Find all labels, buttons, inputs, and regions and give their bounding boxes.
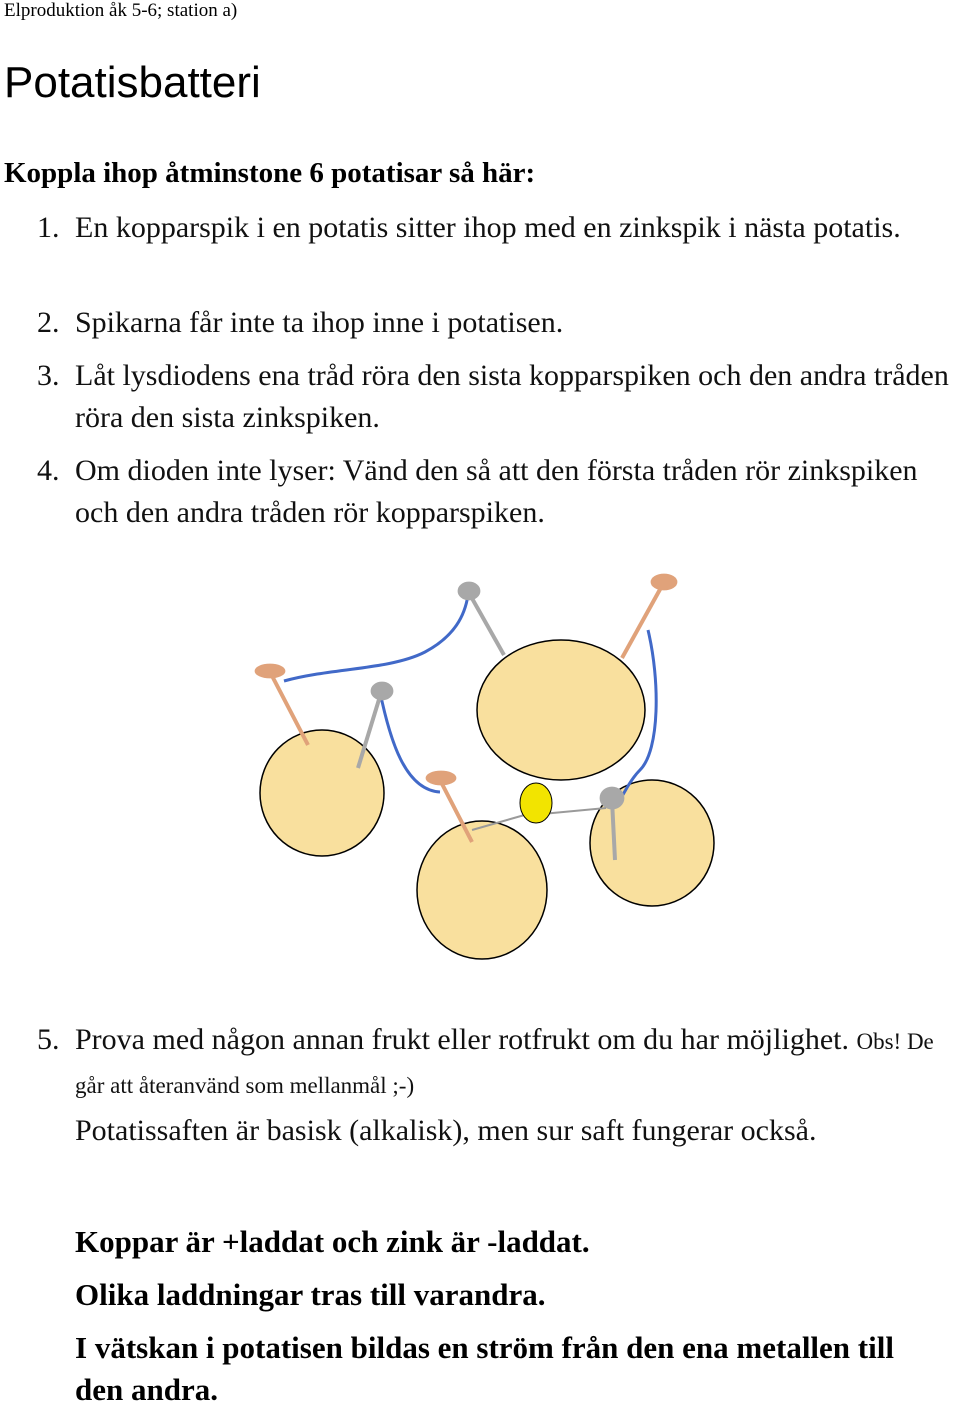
list-item-text xyxy=(75,1019,955,1107)
copper-nail-top-right xyxy=(622,574,677,658)
zinc-nail-top xyxy=(458,582,504,655)
list-item-main-text: Prova med någon annan frukt eller rotfrukt om du har möjlighet. xyxy=(75,1023,849,1056)
list-item-text: Spikarna får inte ta ihop inne i potatisen. xyxy=(75,306,564,339)
potato-battery-diagram xyxy=(240,560,740,970)
note-text: Potatissaften är basisk (alkalisk), men sur saft fungerar också. xyxy=(75,1114,817,1147)
list-item-number: 1. xyxy=(37,211,60,244)
potato-top-right xyxy=(477,640,645,780)
fact-line: Koppar är +laddat och zink är -laddat. xyxy=(75,1224,590,1259)
list-item-number: 3. xyxy=(37,359,60,392)
list-item-number: 4. xyxy=(37,454,60,487)
intro-text: Koppla ihop åtminstone 6 potatisar så här: xyxy=(4,157,536,189)
page-title: Potatisbatteri xyxy=(4,58,261,107)
document-header: Elproduktion åk 5-6; station a) xyxy=(4,0,238,21)
led-bulb xyxy=(520,783,552,823)
fact-line: Olika laddningar tras till varandra. xyxy=(75,1277,546,1312)
list-item-note: Obs! De går att återanvänd som mellanmål ;-) xyxy=(75,1029,934,1098)
fact-line: I vätskan i potatisen bildas en ström från den ena metallen till den andra. xyxy=(75,1330,894,1407)
list-item-number: 2. xyxy=(37,306,60,339)
potato-bottom-middle xyxy=(417,821,547,959)
list-item-text: Låt lysdiodens ena tråd röra den sista kopparspiken och den andra tråden röra den sista zinkspiken. xyxy=(75,359,949,434)
wire-left-to-top xyxy=(284,595,468,681)
list-item-text: Om dioden inte lyser: Vänd den så att den första tråden rör zinkspiken och den andra tråden rör kopparspiken. xyxy=(75,454,918,529)
list-item-number: 5. xyxy=(37,1023,60,1056)
list-item-text: En kopparspik i en potatis sitter ihop med en zinkspik i nästa potatis. xyxy=(75,211,901,244)
